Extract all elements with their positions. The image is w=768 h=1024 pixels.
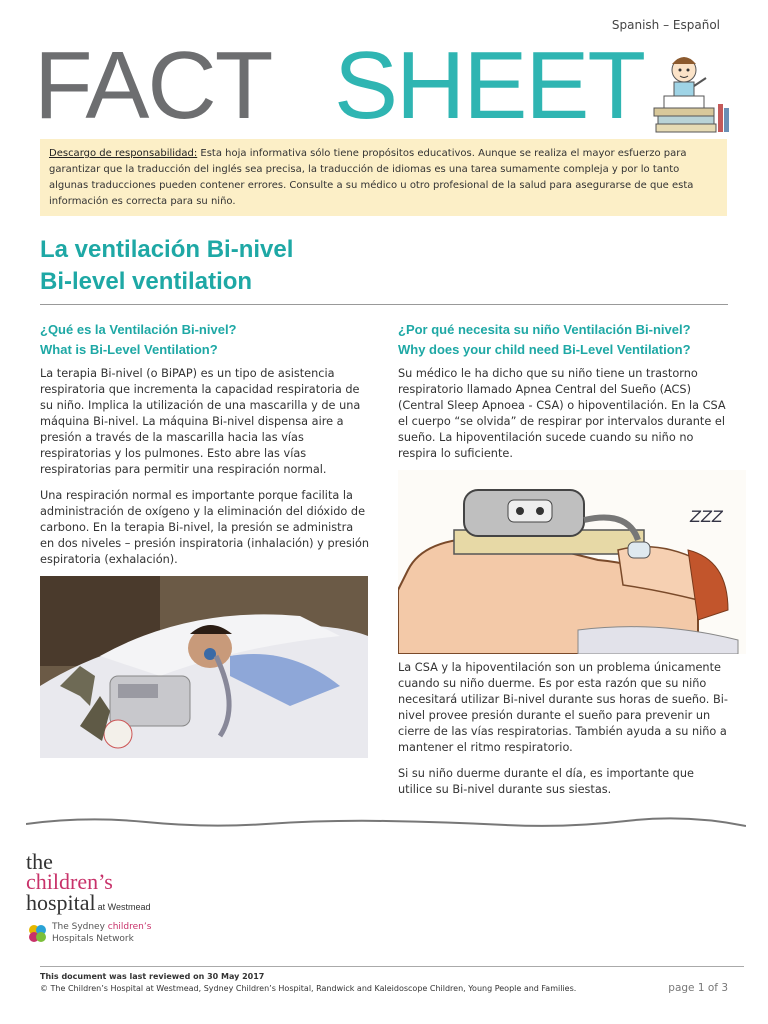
footer-copyright: © The Children’s Hospital at Westmead, Sydney Children’s Hospital, Randwick and Kaleidoscope Children, Young People and Families.: [40, 984, 577, 993]
logo-line-westmead: at Westmead: [97, 902, 151, 912]
left-paragraph-2: Una respiración normal es importante porque facilita la administración de oxígeno y la eliminación del dióxido de carbono. En la terapia Bi-nivel, la presión se administra en dos niveles – presión inspiratoria (inhalación) y presión espiratoria (exhalación).: [40, 489, 370, 566]
wavy-divider: [26, 812, 746, 836]
network-line-1: The Sydney children’s: [52, 922, 152, 932]
logo-line-childrens: children’s: [26, 869, 113, 894]
right-column-lower: [398, 660, 728, 808]
left-heading: [40, 320, 370, 360]
network-line-2: Hospitals Network: [52, 934, 134, 944]
right-heading-en: Why does your child need Bi-Level Ventilation?: [398, 342, 691, 357]
right-paragraph-1: Su médico le ha dicho que su niño tiene un trastorno respiratorio llamado Apnea Central del Sueño (ACS) (Central Sleep Apnoea - CSA) o hipoventilación. En la CSA el cuerpo “se olvida” de respirar por intervalos durante el sueño. La hipoventilación sucede cuando su niño no respira lo suficiente.: [398, 367, 726, 460]
disclaimer-text: Esta hoja informativa sólo tiene propósitos educativos. Aunque se realiza el mayor esfuerzo para garantizar que la traducción del inglés sea precisa, la traducción de idiomas es una tarea sumamente compleja y por lo tanto algunas traducciones pueden contener errores. Consulte a su médico u otro profesional de la salud para asegurarse de que esta información es correcta para su niño.: [49, 148, 694, 207]
right-heading-es: ¿Por qué necesita su niño Ventilación Bi-nivel?: [398, 322, 691, 337]
right-column: [398, 320, 728, 472]
left-paragraph-1: La terapia Bi-nivel (o BiPAP) es un tipo de asistencia respiratoria que incrementa la capacidad respiratoria de su niño. Implica la utilización de una mascarilla y de una máquina Bi-nivel. La máquina Bi-nivel dispensa aire a presión a través de la mascarilla hacia las vías respiratorias y los pulmones. Esto abre las vías respiratorias para permitir una respiración normal.: [40, 367, 361, 476]
disclaimer-label: Descargo de responsabilidad:: [49, 148, 198, 159]
child-sleeping-photo: [40, 576, 368, 758]
page-title: [40, 234, 293, 298]
masthead-sheet: SHEET: [334, 32, 645, 139]
network-logo: [26, 922, 186, 948]
masthead-fact: FACT: [34, 32, 272, 139]
reading-boy-icon: [648, 48, 734, 134]
language-label: Spanish – Español: [611, 18, 720, 32]
title-english: Bi-level ventilation: [40, 268, 253, 295]
left-heading-es: ¿Qué es la Ventilación Bi-nivel?: [40, 322, 237, 337]
logo-line-hospital: hospital: [26, 890, 96, 915]
disclaimer-box: [40, 139, 727, 216]
zzz-text: ZZZ: [690, 507, 723, 526]
left-heading-en: What is Bi-Level Ventilation?: [40, 342, 218, 357]
footer-divider: [40, 966, 744, 967]
left-column: [40, 320, 370, 578]
right-heading: [398, 320, 728, 360]
footer-reviewed: This document was last reviewed on 30 May 2017: [40, 972, 265, 981]
logo-line-the: the: [26, 849, 53, 874]
title-spanish: La ventilación Bi-nivel: [40, 236, 294, 263]
page-number: page 1 of 3: [668, 982, 728, 994]
right-paragraph-3: Si su niño duerme durante el día, es importante que utilice su Bi-nivel durante sus siestas.: [398, 767, 694, 796]
right-paragraph-2: La CSA y la hipoventilación son un problema únicamente cuando su niño duerme. Es por esta razón que su niño necesitará utilizar Bi-nivel durante sus horas de sueño. Bi-nivel provee presión durante el sueño para prevenir un cierre de las vías respiratorias. También ayuda a su niño a mantener el ritmo respiratorio.: [398, 661, 728, 754]
title-divider: [40, 304, 728, 305]
bilevel-machine-illustration: [398, 470, 746, 654]
network-flower-icon: [26, 922, 48, 944]
factsheet-masthead: [34, 32, 734, 139]
